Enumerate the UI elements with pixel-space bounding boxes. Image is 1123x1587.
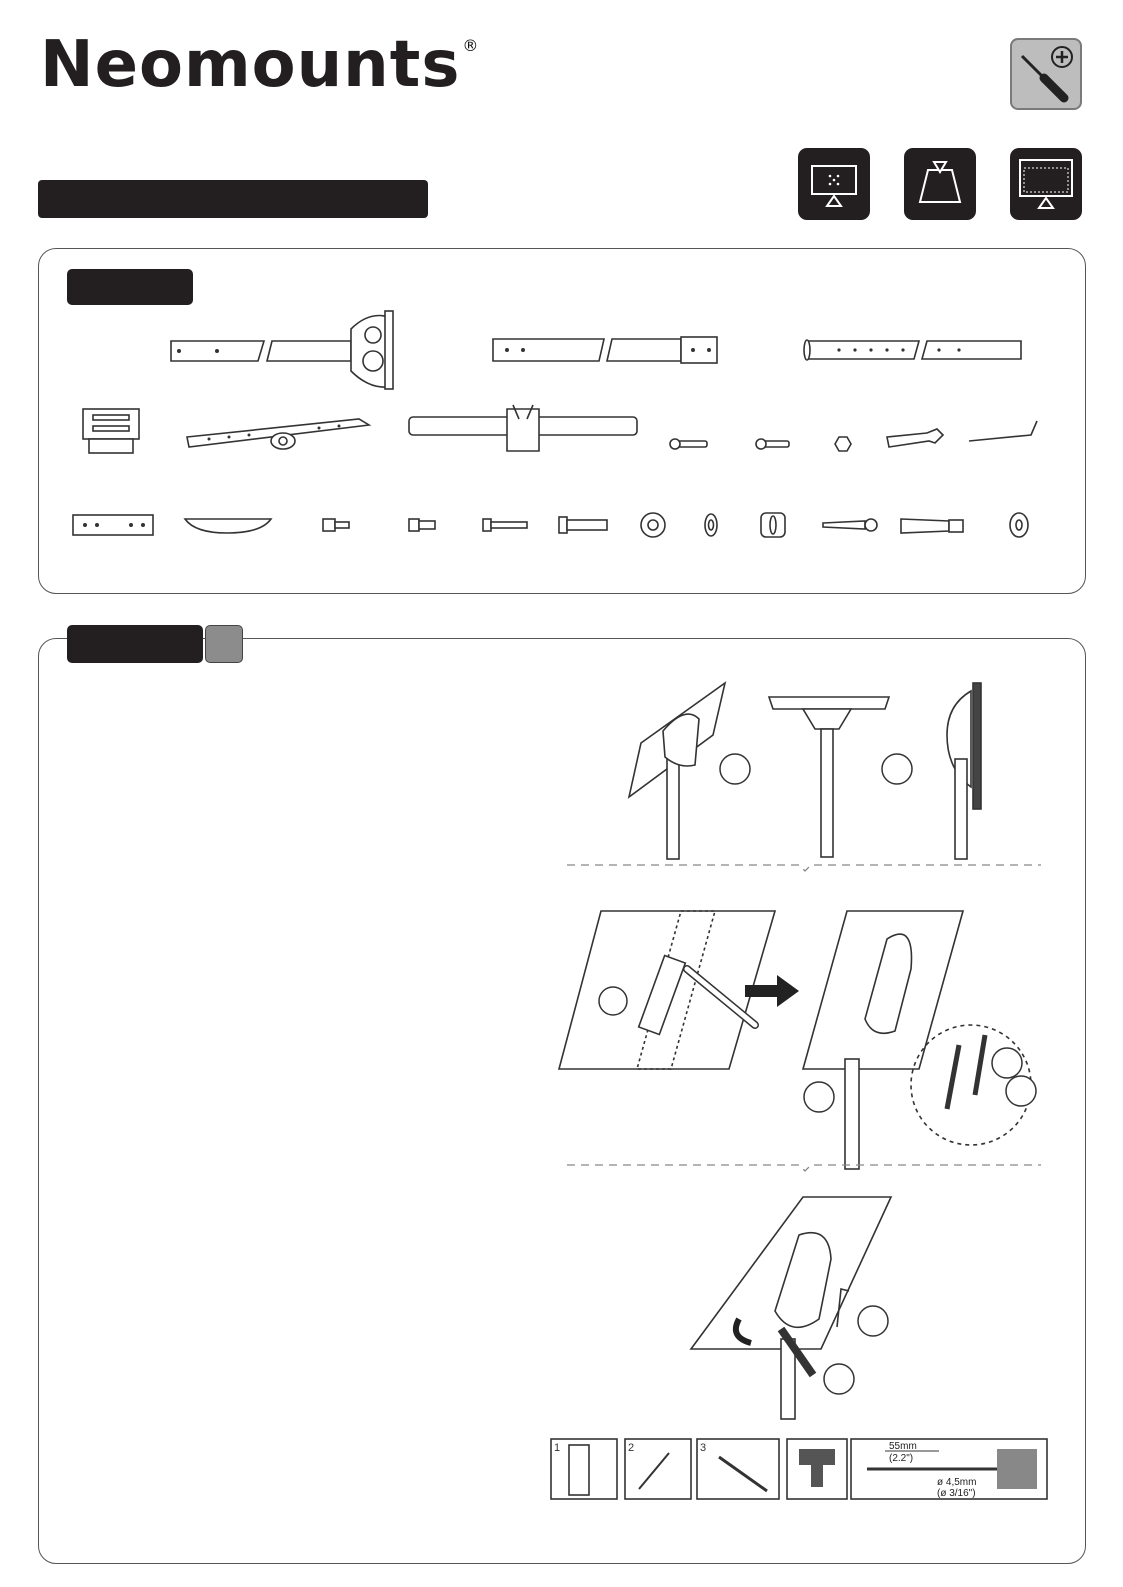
installation-illustration: [39, 639, 1087, 1565]
wrench-tool: [887, 429, 943, 447]
spacer: [761, 513, 785, 537]
extension-tube: [493, 337, 717, 363]
drill-depth-detail: [851, 1439, 1047, 1499]
thumbnail-step-1: [551, 1439, 617, 1499]
brand-logo: [40, 30, 478, 100]
drill-diameter-in: (ø 3/16"): [937, 1488, 976, 1499]
ceiling-cover: [185, 519, 271, 533]
fix-bracket-illustration: [803, 911, 1036, 1169]
screw-m5: [409, 519, 435, 531]
product-title-bar: [38, 180, 428, 218]
wall-orientation: [947, 683, 981, 859]
wood-screw: [823, 519, 877, 531]
flat-ceiling-orientation: [769, 697, 889, 857]
thumbnail-step-2: [625, 1439, 691, 1499]
cross-bar: [409, 405, 637, 451]
phillips-screwdriver-icon: [1010, 38, 1082, 110]
tilt-bracket-rail: [187, 419, 369, 449]
sloped-ceiling-orientation: [629, 683, 725, 859]
drill-diameter-mm: ø 4,5mm: [937, 1477, 977, 1488]
ring-washer: [1010, 513, 1028, 537]
registered-mark: ®: [462, 36, 479, 55]
lock-nut: [705, 514, 717, 536]
small-bolts: [670, 437, 851, 451]
svg-text:3: 3: [700, 1442, 707, 1454]
ceiling-pole-with-bracket: [171, 311, 393, 389]
screw-m4-short: [323, 519, 349, 531]
parts-panel: [38, 248, 1086, 594]
drill-depth-in: (2.2"): [889, 1453, 914, 1464]
inner-pole: [804, 340, 1021, 360]
tighten-illustration: [691, 1197, 891, 1419]
instructions-panel: [38, 638, 1086, 1564]
mounting-plate: [73, 515, 153, 535]
wall-anchor: [901, 519, 963, 533]
mark-holes-illustration: [559, 911, 775, 1069]
screen-size-icon: [1010, 148, 1082, 220]
screw-m8: [559, 517, 607, 533]
washer: [641, 513, 665, 537]
svg-text:2: 2: [628, 1442, 635, 1454]
drill-depth-mm: 55mm: [889, 1441, 917, 1452]
callout-b: [882, 754, 912, 784]
callout-a: [720, 754, 750, 784]
svg-text:1: 1: [554, 1442, 561, 1454]
screw-m6-long: [483, 519, 527, 531]
hex-key-tool: [969, 421, 1037, 441]
thumbnail-step-3: [697, 1439, 779, 1499]
tilt-icon: [904, 148, 976, 220]
pole-clamp: [83, 409, 139, 453]
parts-illustration: [39, 249, 1087, 595]
drill-icon: [787, 1439, 847, 1499]
brand-name: Neomounts: [40, 28, 461, 102]
vesa-screen-icon: [798, 148, 870, 220]
